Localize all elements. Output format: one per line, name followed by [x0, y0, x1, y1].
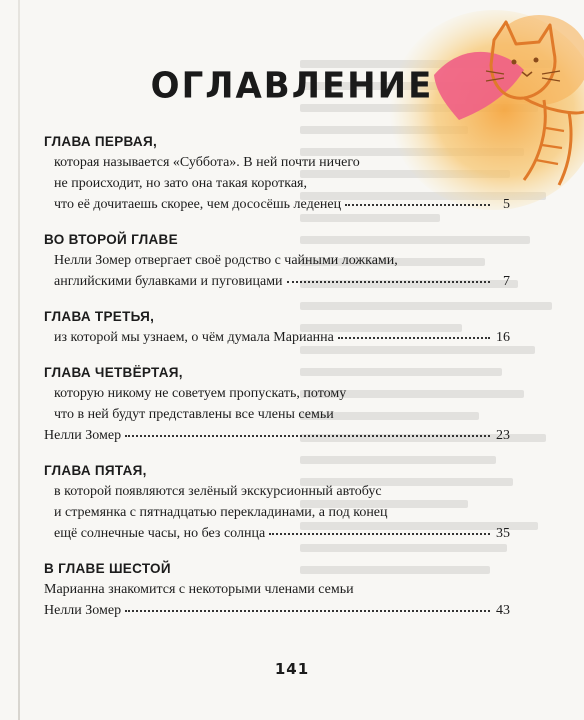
chapter-description: Нелли Зомер [44, 428, 122, 443]
toc-entry[interactable] [44, 559, 510, 621]
chapter-heading: ГЛАВА ПЯТАЯ, [44, 463, 147, 478]
chapter-leader-line [44, 523, 510, 544]
page-title: ОГЛАВЛЕНИЕ [150, 65, 434, 107]
chapter-description: в которой появляются зелёный экскурсионный автобус [54, 484, 382, 499]
table-of-contents [44, 132, 510, 636]
chapter-heading: ГЛАВА ТРЕТЬЯ, [44, 309, 155, 324]
chapter-heading: ВО ВТОРОЙ ГЛАВЕ [44, 232, 178, 247]
chapter-leader-line [44, 600, 510, 621]
chapter-heading: В ГЛАВЕ ШЕСТОЙ [44, 561, 171, 576]
chapter-description: что в ней будут представлены все члены семьи [54, 407, 334, 422]
chapter-description: которая называется «Суббота». В ней почти ничего [54, 155, 360, 170]
chapter-leader-line [44, 327, 510, 348]
chapter-heading: ГЛАВА ПЕРВАЯ, [44, 134, 158, 149]
chapter-description: не происходит, но зато она такая короткая, [54, 176, 307, 191]
toc-entry[interactable] [44, 132, 510, 215]
chapter-description: из которой мы узнаем, о чём думала Марианна [54, 330, 334, 345]
dot-leader [125, 609, 490, 612]
chapter-description: Нелли Зомер [44, 603, 122, 618]
chapter-description: Марианна знакомится с некоторыми членами семьи [44, 582, 354, 597]
page-ref: 35 [496, 526, 510, 541]
chapter-heading: ГЛАВА ЧЕТВЁРТАЯ, [44, 365, 183, 380]
chapter-description: что её дочитаешь скорее, чем дососёшь леденец [54, 197, 342, 212]
chapter-description: ещё солнечные часы, но без солнца [54, 526, 266, 541]
toc-entry[interactable] [44, 230, 510, 292]
chapter-description: Нелли Зомер отвергает своё родство с чайными ложками, [54, 253, 398, 268]
page-number: 141 [274, 660, 310, 678]
dot-leader [287, 280, 490, 283]
page-ref: 23 [496, 428, 510, 443]
chapter-leader-line [44, 425, 510, 446]
dot-leader [269, 532, 490, 535]
page-ref: 7 [503, 274, 510, 289]
chapter-description: и стремянка с пятнадцатью перекладинами, а под конец [54, 505, 388, 520]
chapter-leader-line [44, 194, 510, 215]
toc-entry[interactable] [44, 461, 510, 544]
chapter-description: английскими булавками и пуговицами [54, 274, 283, 289]
toc-entry[interactable] [44, 363, 510, 446]
page-ref: 43 [496, 603, 510, 618]
chapter-leader-line [44, 271, 510, 292]
toc-entry[interactable] [44, 307, 510, 348]
page-ref: 5 [503, 197, 510, 212]
page-ref: 16 [496, 330, 510, 345]
dot-leader [345, 203, 490, 206]
page-gutter [18, 0, 20, 720]
dot-leader [125, 434, 490, 437]
dot-leader [338, 336, 490, 339]
chapter-description: которую никому не советуем пропускать, потому [54, 386, 347, 401]
